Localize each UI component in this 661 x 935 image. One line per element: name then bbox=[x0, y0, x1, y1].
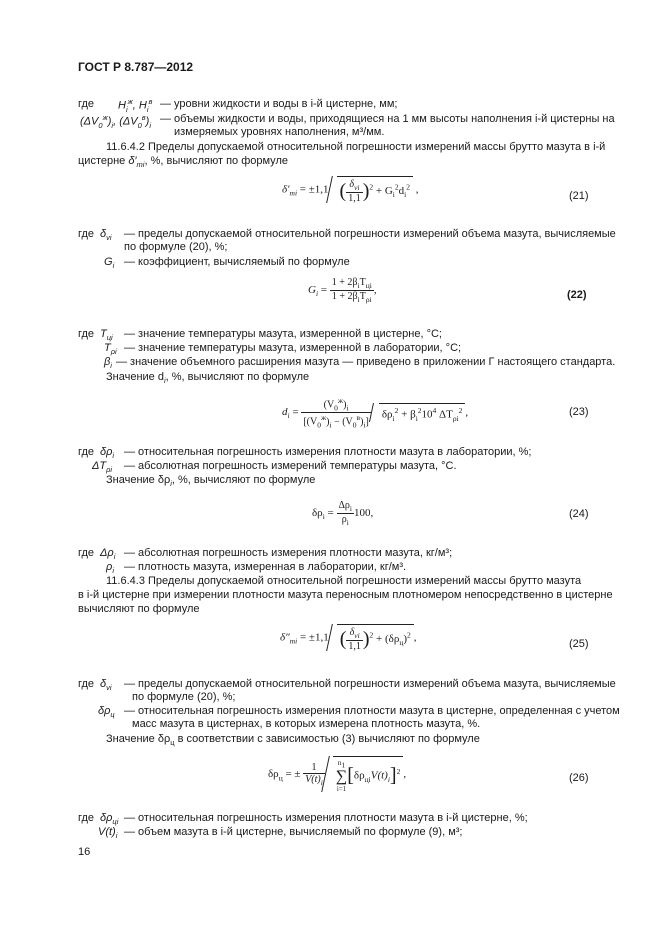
def-text: — абсолютная погрешность измерения плотности мазута, кг/м³; bbox=[124, 547, 453, 559]
equation-23: $d_i$ = $\frac{(V_0^ж)_i}{[(V_0^ж)_i - (V_0^в)_i]}$ $\delta\rho_i^2 + \beta_i^210^4$ $\Delta T_{\rho i}^2$ , bbox=[282, 396, 469, 430]
symbol: $T_{цi}$ bbox=[100, 328, 113, 343]
def-text: — пределы допускаемой относительной погрешности измерений объема мазута, вычисляемые bbox=[124, 228, 616, 240]
def-text: Значение $\delta\rho_i$, %, вычисляют по формуле bbox=[106, 474, 316, 489]
def-text: — объем мазута в i-й цистерне, вычисляемый по формуле (9), м³; bbox=[124, 826, 463, 838]
def-text: Значение $d_i$, %, вычисляют по формуле bbox=[106, 371, 310, 386]
paragraph-text: цистерне $\delta'_{mi}$, %, вычисляют по формуле bbox=[78, 155, 288, 170]
equation-25: $\delta''_{mi} = \pm 1,1$ ( $\frac{\delta_{vi}}{1,1}$ )$^2 + (\delta\rho_ц)^2$ , bbox=[280, 624, 417, 652]
paragraph-text: 11.6.4.2 Пределы допускаемой относительной погрешности измерений массы брутто мазута в i-й bbox=[106, 141, 606, 153]
symbol: $V(t)_i$ bbox=[98, 826, 118, 841]
symbol: $\delta_{vi}$ bbox=[100, 678, 112, 693]
where-label: где bbox=[78, 812, 95, 824]
symbol-h: $H_i^ж$, $H_i^в$ bbox=[118, 97, 153, 114]
def-text: — относительная погрешность измерения плотности мазута в лаборатории, %; bbox=[124, 446, 532, 458]
symbol: $\delta_{vi}$ bbox=[100, 228, 112, 243]
symbol: $T_{\rho i}$ bbox=[104, 342, 117, 357]
def-text: — объемы жидкости и воды, приходящиеся на 1 мм высоты наполнения i-й цистерны на bbox=[160, 113, 615, 125]
def-text: — относительная погрешность измерения плотности мазута в i-й цистерне, %; bbox=[124, 812, 528, 824]
def-text: — значение температуры мазута, измеренной в лаборатории, °C; bbox=[124, 342, 462, 354]
equation-number: (22) bbox=[567, 289, 587, 301]
symbol: $\rho_i$ bbox=[106, 561, 114, 576]
where-label: где bbox=[78, 228, 95, 240]
symbol: $\delta\rho_{цi}$ bbox=[100, 812, 119, 827]
where-label: где bbox=[78, 678, 95, 690]
equation-number: (23) bbox=[569, 406, 589, 418]
symbol: $\Delta T_{\rho i}$ bbox=[92, 460, 113, 475]
where-label: где bbox=[78, 446, 95, 458]
def-text: — значение температуры мазута, измеренной в цистерне, °C; bbox=[124, 328, 442, 340]
where-label: где bbox=[78, 547, 95, 559]
symbol-dv: $(\Delta V_0^ж)_i$, $(\Delta V_0^в)_i$ bbox=[80, 113, 152, 130]
def-text: — абсолютная погрешность измерений температуры мазута, °C. bbox=[124, 460, 457, 472]
symbol: $\Delta\rho_i$ bbox=[100, 547, 116, 562]
def-text: масс мазута в цистернах, в которых измерена плотность мазута, %. bbox=[132, 718, 481, 730]
paragraph-text: 11.6.4.3 Пределы допускаемой относительной погрешности измерений массы брутто мазута bbox=[106, 575, 582, 587]
standard-header: ГОСТ Р 8.787—2012 bbox=[78, 60, 194, 74]
symbol: $G_i$ bbox=[104, 256, 115, 271]
symbol: $\beta_i$ bbox=[104, 356, 112, 371]
def-text: — относительная погрешность измерения плотности мазута в цистерне, определенная с учетом bbox=[124, 705, 620, 717]
def-text: — коэффициент, вычисляемый по формуле bbox=[124, 256, 350, 268]
symbol: $\delta\rho_ц$ bbox=[98, 705, 115, 720]
equation-number: (24) bbox=[569, 508, 589, 520]
def-text: по формуле (20), %; bbox=[124, 241, 228, 253]
equation-number: (21) bbox=[569, 190, 589, 202]
symbol: $\delta\rho_i$ bbox=[100, 446, 115, 461]
where-label: где bbox=[78, 328, 95, 340]
equation-number: (25) bbox=[569, 638, 589, 650]
equation-24: $\delta\rho_i$ = $\frac{\Delta\rho_i}{\rho_i}$ 100, bbox=[312, 500, 374, 527]
def-text: — значение объемного расширения мазута — приведено в приложении Г настоящего стандарта. bbox=[116, 356, 616, 368]
equation-21: $\delta'_{mi} = \pm 1,1$ ( $\frac{\delta_{vi}}{1,1}$ )$^2 + G_i^2d_i^2$ , bbox=[282, 176, 418, 204]
def-text: — плотность мазута, измеренная в лаборатории, кг/м³. bbox=[124, 561, 407, 573]
equation-22: $G_i$ = $\frac{1 + 2\beta_iT_{цi}}{1 + 2\beta_iT_{\rho i}}$ , bbox=[308, 277, 377, 304]
def-text: — пределы допускаемой относительной погрешности измерений объема мазута, вычисляемые bbox=[124, 678, 616, 690]
def-text: измеряемых уровнях наполнения, м³/мм. bbox=[174, 126, 385, 138]
def-text: — уровни жидкости и воды в i-й цистерне, мм; bbox=[160, 98, 398, 110]
paragraph-text: вычисляют по формуле bbox=[78, 603, 200, 615]
def-text: по формуле (20), %; bbox=[132, 691, 236, 703]
equation-number: (26) bbox=[569, 772, 589, 784]
page-number: 16 bbox=[78, 846, 91, 858]
paragraph-text: в i-й цистерне при измерении плотности мазута переносным плотномером непосредственно в цистерне bbox=[78, 589, 613, 601]
equation-26: $\delta\rho_ц$ = ± $\frac{1}{V(t)_i}$ $n_1$ ∑ i=1 $[\delta\rho_{цi}V(t)_i]^2$ , bbox=[268, 756, 406, 793]
where-label: где bbox=[78, 98, 95, 110]
def-text: Значение $\delta\rho_ц$ в соответствии с зависимостью (3) вычисляют по формуле bbox=[106, 733, 480, 748]
